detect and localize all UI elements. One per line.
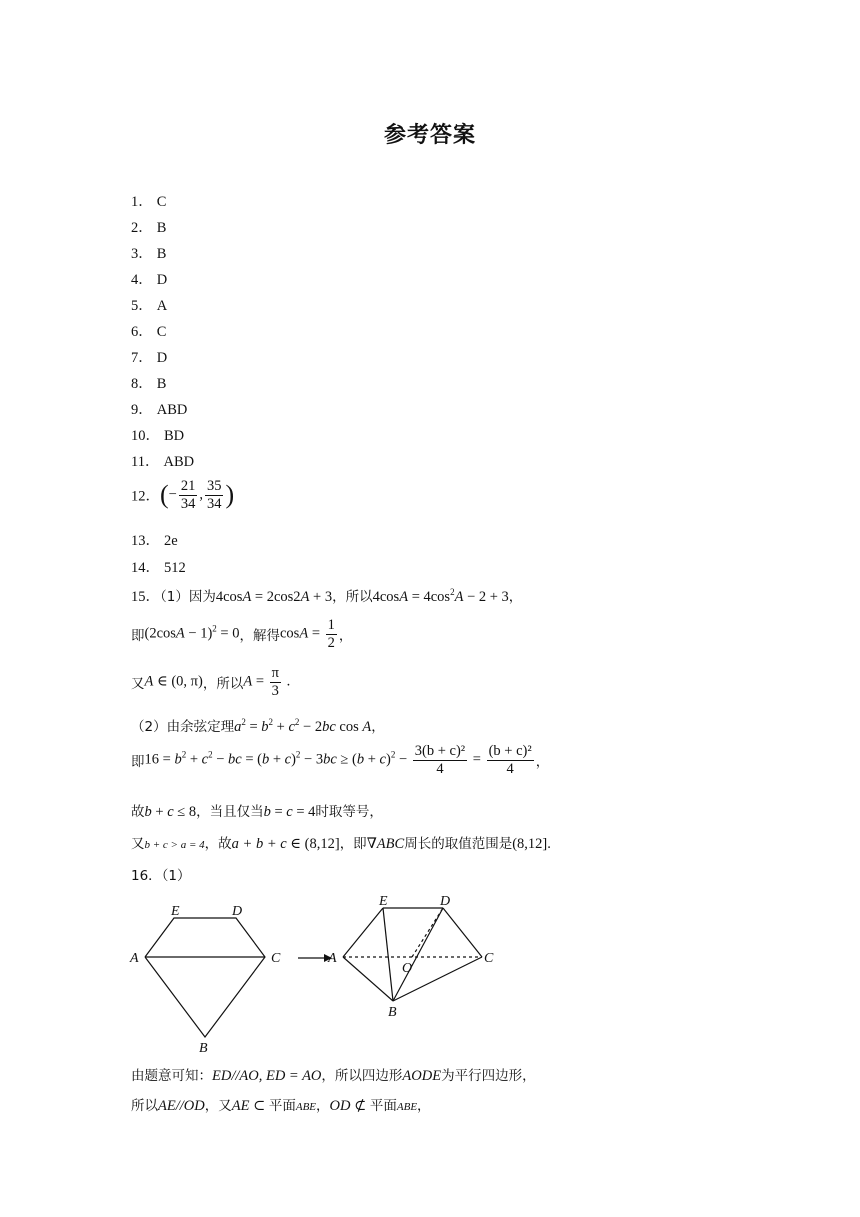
answer-7: 7． D xyxy=(131,350,168,366)
fig2-label-d: D xyxy=(440,894,451,909)
q15-line-4: （2）由余弦定理$a^2 = b^2 + c^2 - 2bc$ cos A， xyxy=(131,717,385,735)
answer-12: 12．(− $\frac{21}{34}$ , $\frac{35}{34}$ ) xyxy=(131,478,235,512)
geometry-figure xyxy=(120,888,520,1058)
arrow-icon xyxy=(298,954,332,962)
fig2-label-o: O xyxy=(402,961,413,976)
answer-4: 4． D xyxy=(131,272,168,288)
answer-9: 9． ABD xyxy=(131,402,188,418)
fig2-label-e: E xyxy=(379,894,388,909)
q15-line-6: 故b + c ≤ 8，当且仅当b = c = 4时取等号， xyxy=(131,804,383,820)
figure-folded-solid xyxy=(343,908,482,1001)
fig1-label-a: A xyxy=(130,951,139,966)
answer-3: 3． B xyxy=(131,246,167,262)
fig1-label-b: B xyxy=(199,1041,208,1056)
answer-14: 14． 512 xyxy=(131,560,186,576)
fig1-label-c: C xyxy=(271,951,281,966)
fig1-label-e: E xyxy=(171,904,180,919)
fig1-label-d: D xyxy=(232,904,243,919)
fig2-label-c: C xyxy=(484,951,494,966)
q15-line-2: 即$(2\cos A - 1)^2 = 0$，解得cosA = $\frac{1}{2}$ ， xyxy=(131,617,353,651)
q16-line-1: 由题意可知：ED//AO, ED = AO，所以四边形AODE为平行四边形， xyxy=(131,1068,536,1084)
fig2-label-b: B xyxy=(388,1005,397,1020)
page-title: 参考答案 xyxy=(383,123,476,148)
answer-2: 2． B xyxy=(131,220,167,236)
answer-10: 10． BD xyxy=(131,428,185,444)
answer-5: 5． A xyxy=(131,298,168,314)
q15-line-3: 又A ∈ (0, π)，所以A = $\frac{\pi}{3}$ . xyxy=(131,665,291,699)
fig2-label-a: A xyxy=(328,951,337,966)
q16-heading: 16．（1） xyxy=(131,868,191,884)
q15-line-7: 又b + c > a = 4，故a + b + c ∈ (8,12]，即∇ABC周长的取值范围是(8,12]. xyxy=(131,836,551,852)
figure-planar-hexagon xyxy=(145,918,265,1037)
answer-6: 6． C xyxy=(131,324,167,340)
answer-11: 11． ABD xyxy=(131,454,195,470)
q16-line-2: 所以AE//OD，又AE ⊂ 平面ABE，OD ⊄ 平面ABE， xyxy=(131,1098,431,1114)
answer-1: 1． C xyxy=(131,194,167,210)
q15-line-5: 即$16 = b^2 + c^2$ − bc = $(b + c)^2 - 3bc \ge (b + c)^2$ − $\frac{\text{3(b + c)²}}{4}$ = $\frac{\text{(b + c)²}}{4}$ ， xyxy=(131,743,550,777)
answer-8: 8． B xyxy=(131,376,167,392)
q15-line-1: 15．（1）因为4cosA = 2cos2A + 3，所以$4\cos A = 4\cos^2A - 2 + 3$， xyxy=(131,587,523,605)
answer-13: 13． 2e xyxy=(131,533,178,549)
